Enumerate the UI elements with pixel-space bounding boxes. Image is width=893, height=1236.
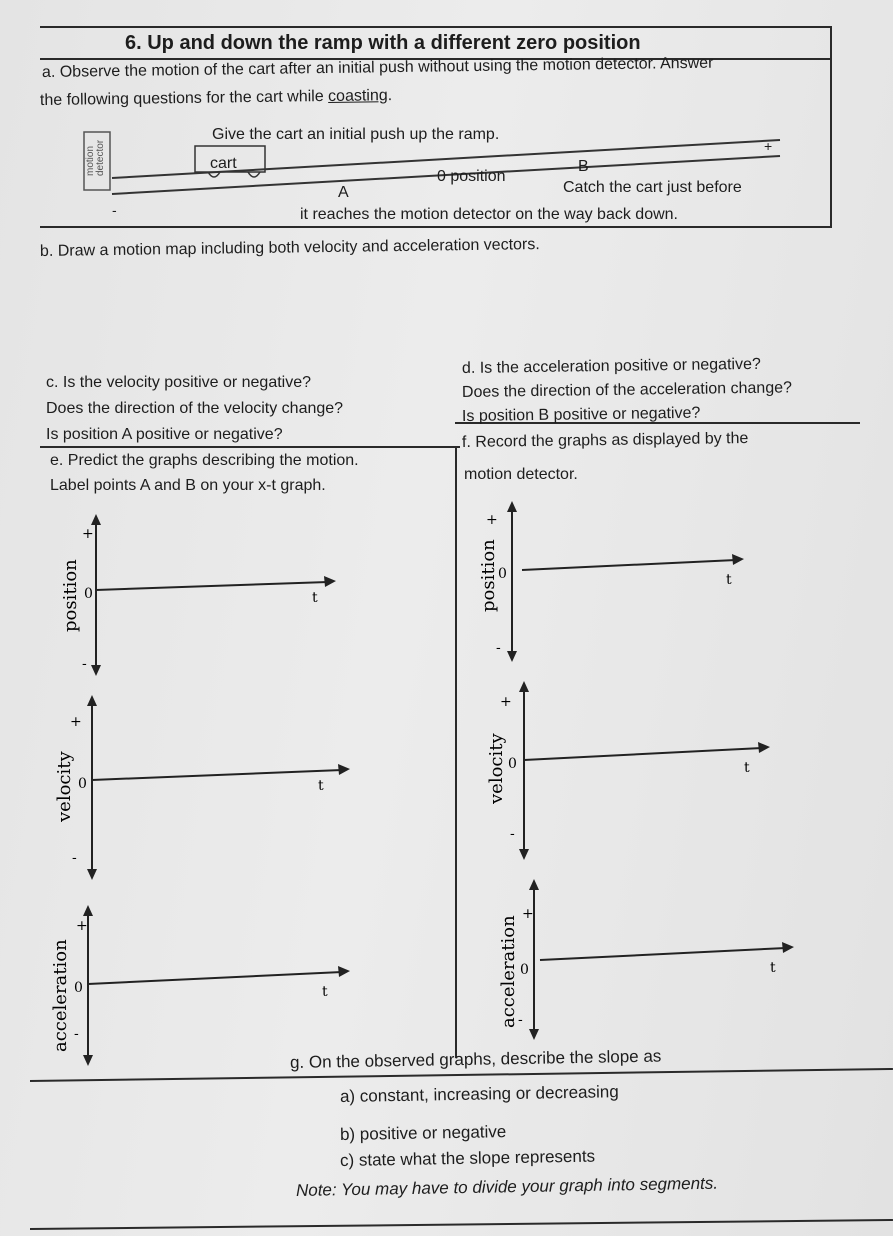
push-instruction: Give the cart an initial push up the ramp. [212,126,500,143]
coasting-word: coasting [328,87,388,105]
point-a-label: A [338,184,349,201]
part-c-q2: Does the direction of the velocity change? [46,400,344,417]
vel-time: t [318,778,324,794]
part-f-line2: motion detector. [464,466,578,483]
detector-label [85,139,106,176]
part-c-q1: c. Is the velocity positive or negative? [46,374,312,391]
ramp-minus-sign: - [112,202,117,218]
predicted-position-graph [50,510,350,680]
catch-line2: it reaches the motion detector on the way back down. [300,206,678,223]
pos-zero: 0 [84,586,93,602]
catch-line1: Catch the cart just before [563,179,742,196]
part-c-divider [40,446,460,448]
recorded-acceleration-graph [478,874,798,1044]
vel-zero: 0 [78,776,87,792]
acc-minus: - [74,1026,79,1042]
part-g-note: Note: You may have to divide your graph into segments. [295,1173,719,1200]
part-d-q2: Does the direction of the acceleration change? [461,379,793,401]
acc-time: t [322,984,328,1000]
detector-label-2: detector [95,139,106,176]
frame-top-line [40,26,832,28]
rec-acc-zero: 0 [520,962,529,978]
part-g-item-b: b) positive or negative [339,1122,507,1144]
part-g-intro: g. On the observed graphs, describe the slope as [289,1046,662,1072]
rec-pos-time: t [726,572,732,588]
detector-label-1: motion [85,145,96,176]
rec-acc-plus: + [522,906,534,922]
part-e-line1: e. Predict the graphs describing the motion. [50,452,359,469]
part-a-line2-prefix: the following questions for the cart while [39,87,329,109]
part-f-line1: f. Record the graphs as displayed by the [461,430,749,451]
pos-minus: - [82,656,87,672]
part-a-line2 [40,85,392,112]
rec-vel-time: t [744,760,750,776]
recorded-position-graph [470,496,770,666]
pos-time: t [312,590,318,606]
rec-acc-minus: - [518,1012,523,1028]
predicted-velocity-graph [50,690,360,885]
recorded-velocity-graph [474,676,784,866]
acc-plus: + [76,918,88,934]
acceleration-axis-label: acceleration [50,939,71,1052]
acc-zero: 0 [74,980,83,996]
position-axis-label: position [60,559,81,632]
page-title: 6. Up and down the ramp with a different zero position [125,32,641,54]
point-b-label: B [578,158,589,175]
pos-plus: + [82,526,94,542]
velocity-axis-label: velocity [54,751,75,822]
rec-vel-zero: 0 [508,756,517,772]
vel-plus: + [70,714,82,730]
bottom-line [30,1219,893,1230]
vel-minus: - [72,850,77,866]
rec-pos-zero: 0 [498,566,507,582]
predicted-acceleration-graph [44,900,364,1070]
part-d-q1: d. Is the acceleration positive or negative? [461,355,761,377]
cart-label: cart [210,155,237,172]
part-g-item-c: c) state what the slope represents [339,1146,596,1170]
rec-acc-time: t [770,960,776,976]
rec-pos-plus: + [486,512,498,528]
column-divider [455,446,457,1058]
rec-vel-plus: + [500,694,512,710]
part-a-letter: a. [41,63,56,81]
rec-position-axis-label: position [478,539,499,612]
frame-right-line [830,26,832,226]
part-e-line2: Label points A and B on your x-t graph. [50,477,326,494]
part-a-text: Observe the motion of the cart after an initial push without using the motion detector. Answer [59,54,714,81]
zero-position-label: 0 position [437,168,506,185]
part-c-q3: Is position A positive or negative? [46,426,283,443]
rec-pos-minus: - [496,640,501,656]
part-d-q3: Is position B positive or negative? [461,404,701,425]
part-a-line2-suffix: . [387,87,393,105]
ramp-plus-sign: + [764,138,773,154]
part-b-text: b. Draw a motion map including both velocity and acceleration vectors. [39,236,540,260]
rec-acceleration-axis-label: acceleration [498,915,519,1028]
part-a-divider [40,226,832,228]
rec-vel-minus: - [510,826,515,842]
part-g-item-a: a) constant, increasing or decreasing [339,1082,619,1106]
rec-velocity-axis-label: velocity [486,733,507,804]
